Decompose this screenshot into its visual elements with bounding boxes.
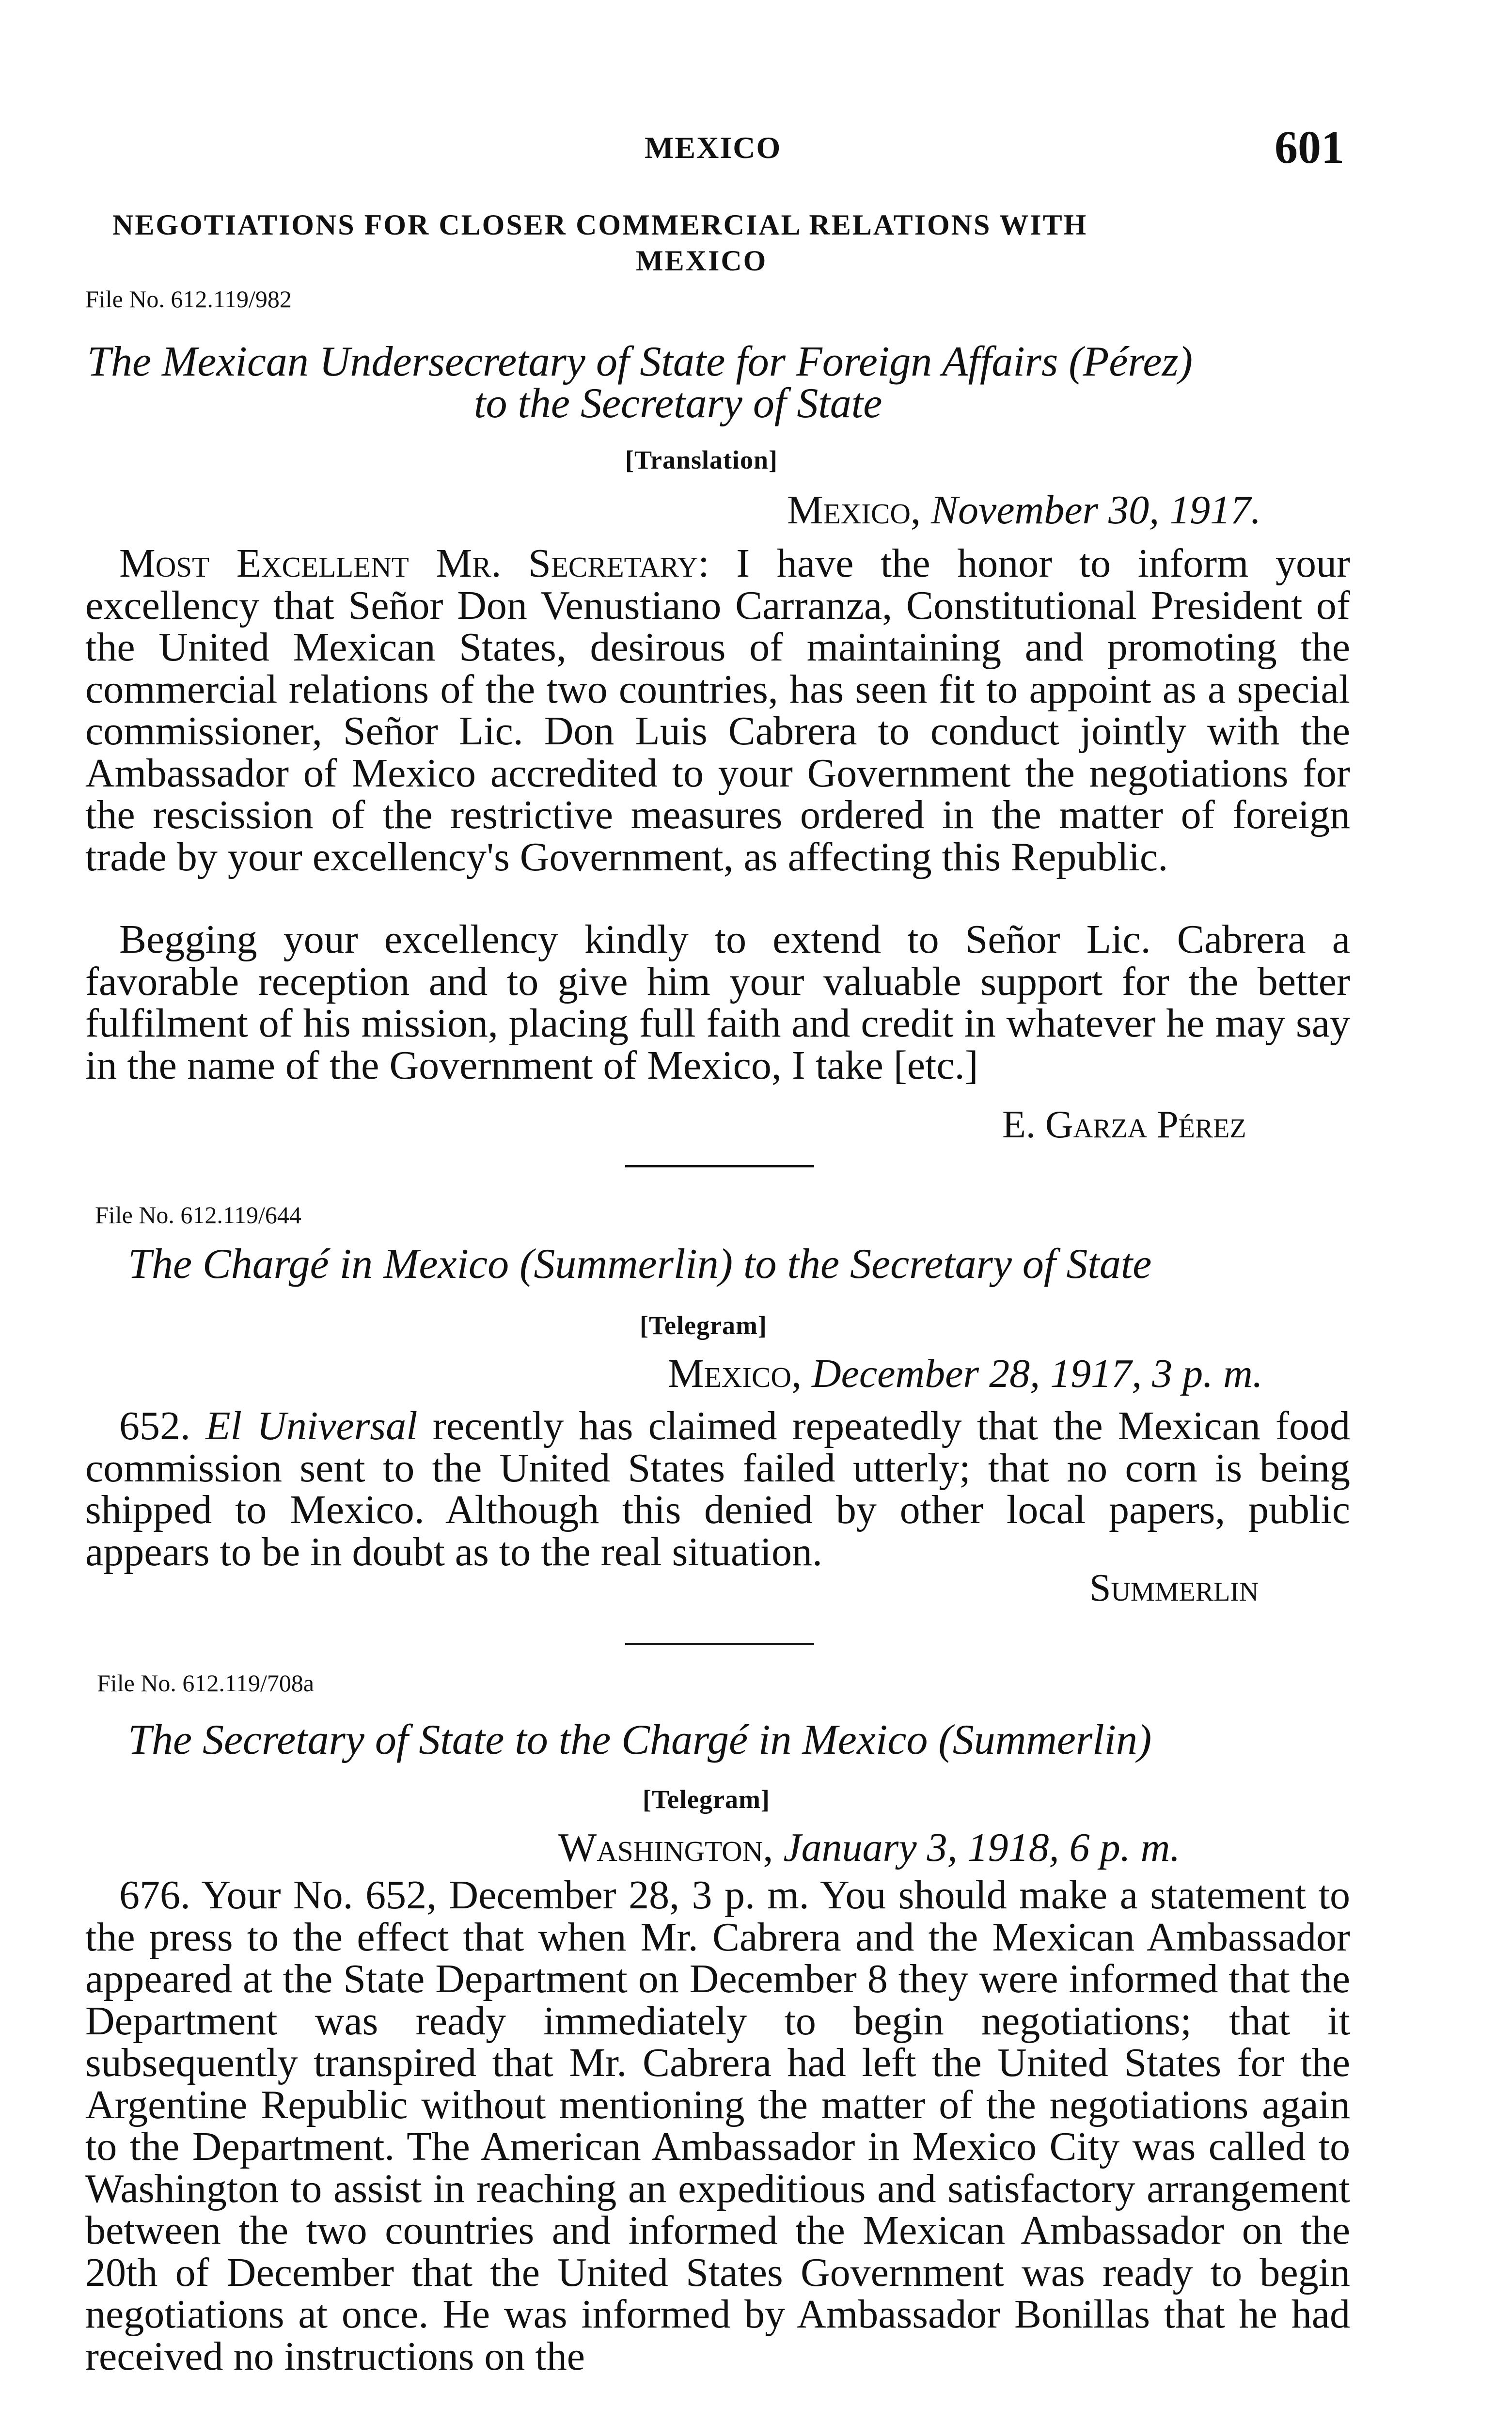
document-title [128, 1240, 1151, 1289]
signature: Summerlin [1089, 1567, 1259, 1609]
file-number: File No. 612.119/982 [85, 285, 292, 313]
dateline-place: Mexico, [668, 1351, 802, 1396]
translation-note: [Translation] [625, 445, 778, 474]
document-title-text: The Secretary of State to the Chargé in Mexico [128, 1716, 928, 1763]
file-number: File No. 612.119/708a [97, 1669, 315, 1697]
file-number: File No. 612.119/644 [95, 1201, 301, 1228]
letter-paragraph-1 [85, 543, 1350, 878]
document-title-text: The Chargé in Mexico [128, 1241, 509, 1288]
running-head: MEXICO [645, 130, 782, 165]
section-divider [625, 1165, 814, 1167]
dateline [787, 487, 1261, 534]
dateline-date: January 3, 1918, 6 p. m. [783, 1825, 1181, 1870]
document-title-line2: to the Secretary of State [474, 380, 882, 427]
letter-body-1: I have the honor to inform your excellency that Señor Don Venustiano Carranza, Constitutional President of the United Mexican States, desirous of maintaining and promoting the commercial relations of the two countries, has seen fit to appoint as a special commissioner, Señor Lic. Don Luis Cabrera to conduct jointly with the Ambassador of Mexico accredited to your Government the negotiations for the rescission of the restrictive measures ordered in the matter of foreign trade by your excellency's Government, as affecting this Republic. [85, 541, 1350, 880]
dateline [668, 1350, 1263, 1397]
dateline [558, 1824, 1180, 1871]
letter-paragraph-2: Begging your excellency kindly to extend to Señor Lic. Cabrera a favorable reception and to give him your valuable support for the better fulfilment of his mission, placing full faith and credit in whatever he may say in the name of the Government of Mexico, I take [etc.] [85, 917, 1350, 1088]
document-title-name: (Summerlin) [938, 1716, 1152, 1763]
telegram-note: [Telegram] [643, 1785, 770, 1814]
dateline-date: November 30, 1917. [930, 488, 1261, 533]
telegram-body: Your No. 652, December 28, 3 p. m. You should make a statement to the press to the effect that when Mr. Cabrera and the Mexican Ambassador appeared at the State Department on December 8 they were informed that the Department was ready immediately to begin negotiations; that it subsequently transpired that Mr. Cabrera had left the United States for the Argentine Republic without mentioning the matter of the negotiations again to the Department. The American Ambassador in Mexico City was called to Washington to assist in reaching an expeditious and satisfactory arrangement between the two countries and informed the Mexican Ambassador on the 20th of December that the United States Government was ready to begin negotiations at once. He was informed by Ambassador Bonillas that he had received no instructions on the [85, 1872, 1350, 2379]
signature: E. Garza Pérez [1002, 1103, 1246, 1146]
dateline-place: Washington, [558, 1825, 773, 1870]
document-title [128, 1715, 1151, 1764]
document-title-name: (Summerlin) [520, 1241, 733, 1288]
telegram-paragraph [85, 1874, 1350, 2377]
newspaper-name: El Universal [205, 1403, 418, 1448]
telegram-body: recently has claimed repeatedly that the Mexican food commission sent to the United States failed utterly; that no corn is being shipped to Mexico. Although this denied by other local papers, public appears to be in doubt as to the real situation. [85, 1403, 1351, 1574]
dateline-place: Mexico, [787, 488, 921, 533]
salutation: Most Excellent Mr. Secretary: [119, 541, 709, 586]
telegram-number: 676. [119, 1872, 190, 1918]
section-divider [625, 1643, 814, 1645]
telegram-paragraph [85, 1405, 1350, 1573]
page-number: 601 [1275, 121, 1344, 173]
section-title-line1: NEGOTIATIONS FOR CLOSER COMMERCIAL RELATIONS WITH [112, 209, 1088, 241]
document-title-name: (Pérez) [1069, 338, 1193, 385]
document-title-recipient: to the Secretary of State [743, 1241, 1152, 1288]
telegram-number: 652. [119, 1403, 190, 1448]
dateline-date: December 28, 1917, 3 p. m. [811, 1351, 1263, 1396]
telegram-note: [Telegram] [640, 1311, 767, 1340]
section-title-line2: MEXICO [636, 245, 768, 277]
document-title-text: The Mexican Undersecretary of State for Foreign Affairs [87, 338, 1058, 385]
